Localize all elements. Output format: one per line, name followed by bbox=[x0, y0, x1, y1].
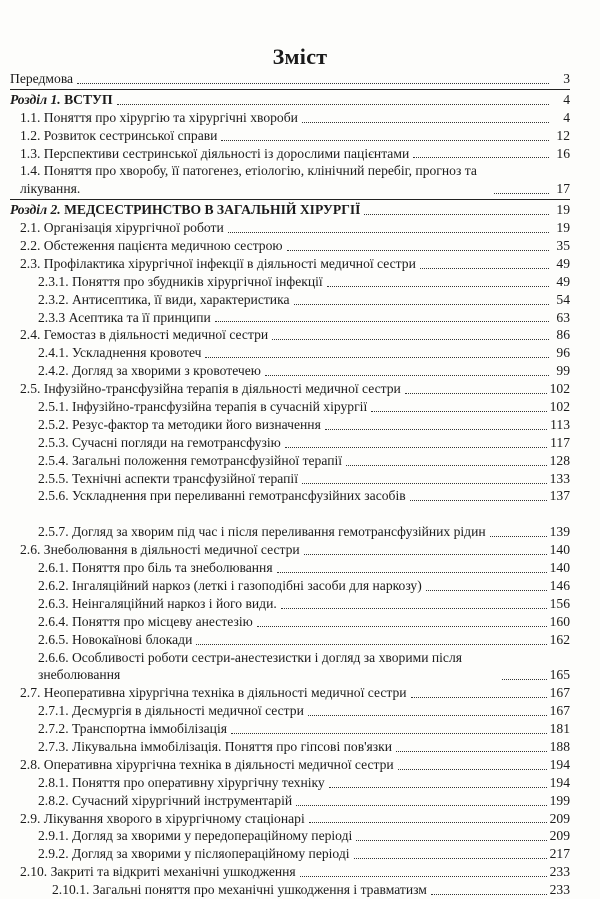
toc-entry[interactable] bbox=[10, 291, 570, 309]
toc-entry[interactable] bbox=[10, 452, 570, 470]
dot-leader bbox=[300, 864, 547, 877]
toc-entry-title: 2.5.5. Технічні аспекти трансфузійної терапії bbox=[38, 470, 298, 486]
page-title: Зміст bbox=[272, 44, 328, 69]
toc-entry-title: 1.1. Поняття про хірургію та хірургічні хвороби bbox=[20, 109, 298, 125]
dot-leader bbox=[490, 524, 547, 537]
page-number: 140 bbox=[549, 560, 570, 576]
dot-leader bbox=[327, 274, 549, 287]
page-number: 209 bbox=[549, 810, 570, 826]
toc-entry-title: 2.5.4. Загальні положення гемотрансфузійної терапії bbox=[38, 452, 343, 468]
toc-entry-title: Передмова bbox=[10, 70, 74, 86]
page-number: 49 bbox=[556, 273, 570, 289]
page-number: 167 bbox=[549, 703, 570, 719]
page-number: 113 bbox=[550, 416, 570, 432]
toc-entry-title: 2.4. Гемостаз в діяльності медичної сестри bbox=[20, 327, 269, 343]
page-number: 165 bbox=[549, 667, 570, 683]
toc-entry-title bbox=[10, 201, 360, 219]
dot-leader bbox=[354, 846, 547, 859]
page-number: 133 bbox=[549, 470, 570, 486]
dot-leader bbox=[410, 488, 547, 501]
page-number: 19 bbox=[556, 202, 570, 218]
page-number: 16 bbox=[556, 145, 570, 161]
page-number: 188 bbox=[549, 738, 570, 754]
toc-entry[interactable] bbox=[10, 362, 570, 380]
toc-entry-title: 2.5. Інфузійно-трансфузійна терапія в діяльності медичної сестри bbox=[20, 381, 401, 397]
dot-leader bbox=[413, 145, 549, 158]
toc-entry[interactable] bbox=[10, 326, 570, 344]
dot-leader bbox=[494, 181, 549, 194]
toc-entry-title: 1.4. Поняття про хворобу, її патогенез, етіологію, клінічний перебіг, прогноз та лікування. bbox=[20, 163, 477, 197]
toc-entry-title: 2.10.1. Загальні поняття про механічні ушкодження і травматизм bbox=[52, 882, 427, 898]
toc-entry-title: 2.8. Оперативна хірургічна техніка в діяльності медичної сестри bbox=[20, 756, 394, 772]
page-number: 19 bbox=[556, 220, 570, 236]
toc-entry[interactable] bbox=[10, 109, 570, 127]
dot-leader bbox=[231, 721, 547, 734]
page-number: 12 bbox=[556, 127, 570, 143]
toc-entry-title: 2.9.1. Догляд за хворими у передопераційному періоді bbox=[38, 828, 353, 844]
dot-leader bbox=[502, 667, 547, 680]
toc-entry-title: 2.7.3. Лікувальна іммобілізація. Поняття про гіпсові пов'язки bbox=[38, 738, 393, 754]
toc-entry-title: 2.5.3. Сучасні погляди на гемотрансфузію bbox=[38, 434, 281, 450]
dot-leader bbox=[309, 810, 547, 823]
page-number: 17 bbox=[556, 181, 570, 197]
dot-leader bbox=[77, 71, 549, 84]
page-number: 128 bbox=[549, 452, 570, 468]
toc-section-heading[interactable] bbox=[10, 91, 570, 109]
toc-entry[interactable] bbox=[10, 774, 570, 792]
dot-leader bbox=[265, 363, 549, 376]
dot-leader bbox=[356, 828, 546, 841]
toc-entry[interactable] bbox=[10, 344, 570, 362]
page-number: 137 bbox=[549, 488, 570, 504]
toc-entry[interactable] bbox=[10, 219, 570, 237]
dot-leader bbox=[329, 775, 547, 788]
toc-entry[interactable] bbox=[10, 145, 570, 163]
page-number: 3 bbox=[563, 70, 570, 86]
toc-entry-title: 2.3. Профілактика хірургічної інфекції в діяльності медичної сестри bbox=[20, 255, 416, 271]
page-number: 233 bbox=[549, 864, 570, 880]
toc-entry[interactable] bbox=[10, 488, 570, 506]
toc-entry-title: 2.6. Знеболювання в діяльності медичної сестри bbox=[20, 542, 300, 558]
dot-leader bbox=[205, 345, 549, 358]
toc-entry-title: 2.5.7. Догляд за хворим під час і після переливання гемотрансфузійних рідин bbox=[38, 524, 486, 540]
dot-leader bbox=[294, 292, 549, 305]
page-number: 209 bbox=[549, 828, 570, 844]
page-number: 167 bbox=[549, 685, 570, 701]
toc-entry-title: 2.6.1. Поняття про біль та знеболювання bbox=[38, 560, 273, 576]
toc-entry-title: 2.7. Неоперативна хірургічна техніка в діяльності медичної сестри bbox=[20, 685, 407, 701]
page-number: 181 bbox=[549, 721, 570, 737]
page-number: 63 bbox=[556, 309, 570, 325]
section-label: Розділ 1. bbox=[10, 91, 61, 107]
toc-entry-title: 2.6.4. Поняття про місцеву анестезію bbox=[38, 613, 253, 629]
toc-entry-title: 2.6.2. Інгаляційний наркоз (леткі і газоподібні засоби для наркозу) bbox=[38, 577, 422, 593]
dot-leader bbox=[117, 92, 549, 105]
toc-entry-title: 2.3.2. Антисептика, її види, характеристика bbox=[38, 291, 290, 307]
toc-entry-title: 2.10. Закриті та відкриті механічні ушкодження bbox=[20, 864, 296, 880]
page-number: 35 bbox=[556, 238, 570, 254]
toc-entry-title: 2.9. Лікування хворого в хірургічному стаціонарі bbox=[20, 810, 305, 826]
toc-entry[interactable] bbox=[10, 827, 570, 845]
toc-entry[interactable] bbox=[10, 470, 570, 488]
dot-leader bbox=[420, 256, 549, 269]
dot-leader bbox=[257, 614, 547, 627]
page-number: 217 bbox=[549, 846, 570, 862]
dot-leader bbox=[302, 110, 549, 123]
page-number: 102 bbox=[549, 399, 570, 415]
page-number: 4 bbox=[563, 91, 570, 107]
toc-entry[interactable] bbox=[10, 70, 570, 88]
page-number: 96 bbox=[556, 345, 570, 361]
toc-entry-title: 2.1. Організація хірургічної роботи bbox=[20, 220, 224, 236]
dot-leader bbox=[228, 220, 549, 233]
toc-entry[interactable] bbox=[10, 559, 570, 577]
toc-entry[interactable] bbox=[10, 237, 570, 255]
page-number: 233 bbox=[549, 882, 570, 898]
toc-entry-title: 2.6.6. Особливості роботи сестри-анестезистки і догляд за хворими після знеболювання bbox=[38, 649, 462, 683]
toc-entry[interactable] bbox=[10, 255, 570, 273]
page-number: 199 bbox=[549, 792, 570, 808]
dot-leader bbox=[215, 309, 549, 322]
page-number: 160 bbox=[549, 613, 570, 629]
toc-entry-title: 2.4.2. Догляд за хворими з кровотечею bbox=[38, 363, 261, 379]
toc-entry[interactable] bbox=[10, 720, 570, 738]
toc-entry[interactable] bbox=[10, 273, 570, 291]
toc-entry-title: 2.8.1. Поняття про оперативну хірургічну техніку bbox=[38, 774, 325, 790]
toc-entry[interactable] bbox=[10, 702, 570, 720]
toc-entry[interactable] bbox=[10, 756, 570, 774]
toc-entry[interactable] bbox=[10, 398, 570, 416]
dot-leader bbox=[396, 739, 547, 752]
dot-leader bbox=[405, 381, 547, 394]
toc-entry[interactable] bbox=[10, 434, 570, 452]
toc-entry-title: 2.5.1. Інфузійно-трансфузійна терапія в сучасній хірургії bbox=[38, 399, 368, 415]
page-number: 140 bbox=[549, 542, 570, 558]
dot-leader bbox=[272, 327, 549, 340]
table-of-contents bbox=[10, 70, 570, 899]
page-number: 102 bbox=[549, 381, 570, 397]
dot-leader bbox=[287, 238, 549, 251]
dot-leader bbox=[411, 685, 547, 698]
dot-leader bbox=[304, 542, 547, 555]
dot-leader bbox=[308, 703, 547, 716]
toc-entry[interactable] bbox=[10, 738, 570, 756]
toc-entry-title: 2.8.2. Сучасний хірургічний інструментарій bbox=[38, 792, 293, 808]
section-divider bbox=[10, 89, 570, 90]
page-number: 4 bbox=[563, 109, 570, 125]
toc-entry[interactable] bbox=[10, 845, 570, 863]
page-number: 146 bbox=[549, 577, 570, 593]
dot-leader bbox=[398, 757, 547, 770]
toc-entry[interactable] bbox=[10, 613, 570, 631]
toc-entry-title: 2.7.1. Десмургія в діяльності медичної сестри bbox=[38, 703, 304, 719]
dot-leader bbox=[346, 453, 547, 466]
toc-entry-title: 2.2. Обстеження пацієнта медичною сестрою bbox=[20, 238, 283, 254]
page-number: 139 bbox=[549, 524, 570, 540]
toc-entry[interactable] bbox=[10, 127, 570, 145]
page-number: 162 bbox=[549, 631, 570, 647]
toc-entry-title: 2.5.6. Ускладнення при переливанні гемотрансфузійних засобів bbox=[38, 488, 406, 504]
section-divider bbox=[10, 199, 570, 200]
toc-entry[interactable] bbox=[10, 881, 570, 899]
toc-entry-title: 2.3.1. Поняття про збудників хірургічної інфекції bbox=[38, 273, 323, 289]
toc-entry[interactable] bbox=[10, 505, 570, 541]
toc-entry[interactable] bbox=[10, 863, 570, 881]
toc-entry[interactable] bbox=[10, 810, 570, 828]
toc-entry[interactable] bbox=[10, 649, 570, 685]
toc-entry-title: 2.9.2. Догляд за хворими у післяопераційному періоді bbox=[38, 846, 350, 862]
toc-entry[interactable] bbox=[10, 309, 570, 327]
section-title: МЕДСЕСТРИНСТВО В ЗАГАЛЬНІЙ ХІРУРГІЇ bbox=[64, 202, 361, 218]
toc-entry[interactable] bbox=[10, 792, 570, 810]
toc-entry[interactable] bbox=[10, 541, 570, 559]
toc-entry-title bbox=[10, 91, 113, 109]
page-number: 194 bbox=[549, 774, 570, 790]
toc-entry[interactable] bbox=[10, 380, 570, 398]
section-title: ВСТУП bbox=[64, 91, 113, 107]
toc-entry[interactable] bbox=[10, 577, 570, 595]
toc-entry[interactable] bbox=[10, 416, 570, 434]
toc-entry[interactable] bbox=[10, 631, 570, 649]
dot-leader bbox=[196, 632, 546, 645]
toc-entry-title: 2.3.3 Асептика та її принципи bbox=[38, 309, 211, 325]
dot-leader bbox=[364, 202, 549, 215]
toc-entry-title: 1.3. Перспективи сестринської діяльності із дорослими пацієнтами bbox=[20, 145, 410, 161]
toc-entry-title: 1.2. Розвиток сестринської справи bbox=[20, 127, 218, 143]
page-number: 194 bbox=[549, 756, 570, 772]
page-number: 49 bbox=[556, 255, 570, 271]
dot-leader bbox=[296, 793, 546, 806]
page-number: 86 bbox=[556, 327, 570, 343]
page-number: 54 bbox=[556, 291, 570, 307]
toc-entry-title: 2.6.5. Новокаїнові блокади bbox=[38, 631, 193, 647]
dot-leader bbox=[277, 560, 547, 573]
toc-entry[interactable] bbox=[10, 684, 570, 702]
dot-leader bbox=[302, 471, 547, 484]
dot-leader bbox=[281, 596, 547, 609]
dot-leader bbox=[325, 417, 547, 430]
toc-entry-title: 2.7.2. Транспортна іммобілізація bbox=[38, 721, 227, 737]
section-label: Розділ 2. bbox=[10, 202, 61, 218]
page-number: 156 bbox=[549, 595, 570, 611]
toc-section-heading[interactable] bbox=[10, 201, 570, 219]
dot-leader bbox=[426, 578, 547, 591]
dot-leader bbox=[371, 399, 546, 412]
page-number: 117 bbox=[550, 434, 570, 450]
toc-entry[interactable] bbox=[10, 162, 570, 198]
toc-entry[interactable] bbox=[10, 595, 570, 613]
toc-entry-title: 2.6.3. Неінгаляційний наркоз і його види. bbox=[38, 595, 277, 611]
page-number: 99 bbox=[556, 363, 570, 379]
dot-leader bbox=[285, 435, 547, 448]
dot-leader bbox=[431, 882, 547, 895]
toc-entry-title: 2.4.1. Ускладнення кровотеч bbox=[38, 345, 202, 361]
dot-leader bbox=[221, 128, 549, 141]
toc-entry-title: 2.5.2. Резус-фактор та методики його визначення bbox=[38, 416, 321, 432]
